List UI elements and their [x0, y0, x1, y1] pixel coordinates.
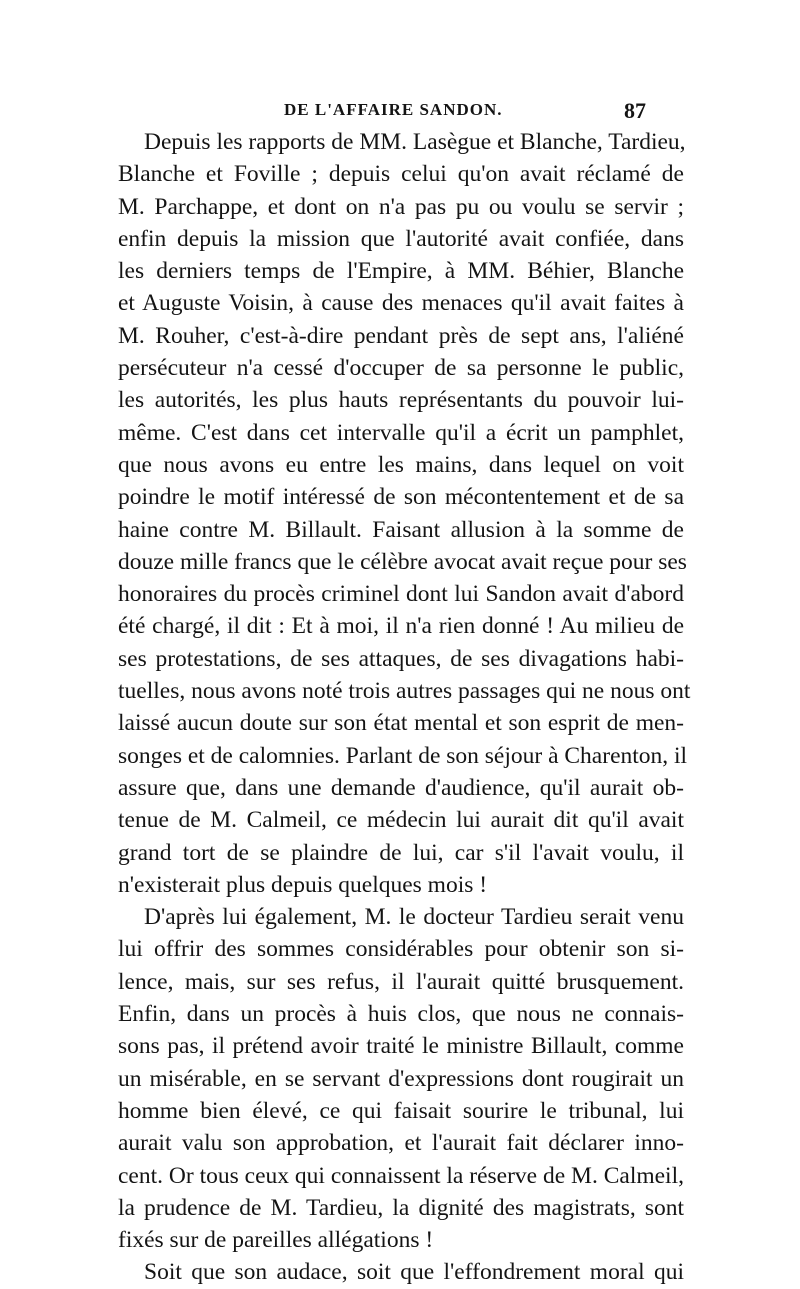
text-line: persécuteur n'a cessé d'occuper de sa personne le public, [118, 355, 684, 382]
text-line: et Auguste Voisin, à cause des menaces qu'il avait faites à [118, 290, 684, 317]
text-line: douze mille francs que le célèbre avocat avait reçue pour ses [118, 548, 687, 575]
text-line: n'existerait plus depuis quelques mois ! [118, 871, 488, 898]
text-line: grand tort de se plaindre de lui, car s'il l'avait voulu, il [118, 839, 684, 866]
text-line: M. Parchappe, et dont on n'a pas pu ou voulu se servir ; [118, 193, 684, 220]
text-line: Depuis les rapports de MM. Lasègue et Blanche, Tardieu, [144, 129, 686, 155]
body-text [118, 126, 691, 1289]
text-line: enfin depuis la mission que l'autorité avait confiée, dans [118, 225, 684, 252]
text-line: Soit que son audace, soit que l'effondrement moral qui [144, 1259, 684, 1286]
text-line: honoraires du procès criminel dont lui Sandon avait d'abord [118, 581, 684, 608]
text-line: laissé aucun doute sur son état mental et son esprit de men- [118, 710, 684, 737]
text-line: M. Rouher, c'est-à-dire pendant près de sept ans, l'aliéné [118, 322, 684, 349]
text-line: fixés sur de pareilles allégations ! [118, 1227, 434, 1254]
text-line: les autorités, les plus hauts représentants du pouvoir lui- [118, 387, 684, 414]
text-line: que nous avons eu entre les mains, dans lequel on voit [118, 451, 684, 478]
text-line: tenue de M. Calmeil, ce médecin lui aurait dit qu'il avait [118, 807, 684, 834]
text-line: D'après lui également, M. le docteur Tardieu serait venu [144, 904, 684, 931]
text-line: cent. Or tous ceux qui connaissent la réserve de M. Calmeil, [118, 1162, 684, 1189]
text-line: assure que, dans une demande d'audience, qu'il aurait ob- [118, 774, 684, 801]
text-line: haine contre M. Billault. Faisant allusion à la somme de [118, 516, 684, 543]
text-line: même. C'est dans cet intervalle qu'il a écrit un pamphlet, [118, 419, 684, 446]
text-line: poindre le motif intéressé de son mécontentement et de sa [118, 484, 684, 511]
text-line: été chargé, il dit : Et à moi, il n'a rien donné ! Au milieu de [118, 613, 684, 640]
running-head: DE L'AFFAIRE SANDON. [284, 100, 503, 119]
text-line: aurait valu son approbation, et l'aurait fait déclarer inno- [118, 1130, 684, 1157]
page-header [118, 100, 646, 124]
text-line: les derniers temps de l'Empire, à MM. Béhier, Blanche [118, 258, 684, 285]
text-line: homme bien élevé, ce qui faisait sourire le tribunal, lui [118, 1097, 684, 1124]
text-line: lence, mais, sur ses refus, il l'aurait quitté brusquement. [118, 968, 684, 995]
text-line: la prudence de M. Tardieu, la dignité des magistrats, sont [118, 1194, 684, 1221]
text-line: ses protestations, de ses attaques, de ses divagations habi- [118, 645, 684, 672]
text-line: un misérable, en se servant d'expressions dont rougirait un [118, 1065, 684, 1092]
text-line: songes et de calomnies. Parlant de son séjour à Charenton, il [118, 742, 688, 769]
text-line: tuelles, nous avons noté trois autres passages qui ne nous ont [118, 678, 691, 705]
text-line: Blanche et Foville ; depuis celui qu'on avait réclamé de [118, 161, 684, 188]
page-number: 87 [624, 98, 646, 123]
text-line: Enfin, dans un procès à huis clos, que nous ne connais- [118, 1001, 684, 1028]
text-line: sons pas, il prétend avoir traité le ministre Billault, comme [118, 1033, 684, 1060]
text-line: lui offrir des sommes considérables pour obtenir son si- [118, 936, 684, 963]
